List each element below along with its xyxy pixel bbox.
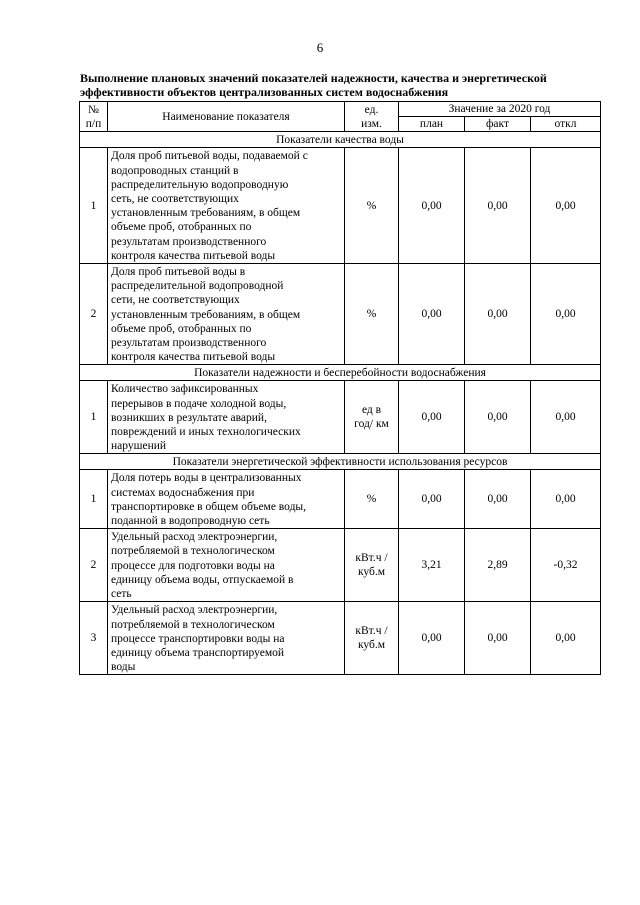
indicator-name-line: Доля проб питьевой воды, подаваемой с (111, 150, 308, 163)
indicator-name-line: Удельный расход электроэнергии, (111, 531, 278, 544)
deviation-value: -0,32 (531, 529, 601, 602)
indicator-name-line: установленным требованиям, в общем (111, 207, 301, 220)
table-row (80, 381, 601, 454)
indicator-name (108, 602, 345, 675)
plan-value: 0,00 (399, 381, 465, 454)
fact-value: 0,00 (465, 264, 531, 365)
indicator-name (108, 264, 345, 365)
indicator-name-line: воды (111, 661, 136, 674)
indicator-name-line: контроля качества питьевой воды (111, 351, 276, 364)
fact-value: 0,00 (465, 602, 531, 675)
indicators-table (79, 101, 601, 675)
table-row (80, 264, 601, 365)
indicator-name-line: перерывов в подаче холодной воды, (111, 397, 287, 410)
indicator-name-line: распределительной водопроводной (111, 280, 284, 293)
unit-line: куб.м (357, 566, 386, 579)
plan-value: 0,00 (399, 148, 465, 264)
indicator-name-line: сеть (111, 588, 132, 601)
indicator-name-line: Доля проб питьевой воды в (111, 266, 246, 279)
indicator-name-line: сеть, не соответствующих (111, 193, 239, 206)
row-number: 1 (80, 148, 108, 264)
indicator-name-line: потребляемой в технологическом (111, 545, 275, 558)
table-row (80, 148, 601, 264)
indicator-name (108, 381, 345, 454)
row-number: 2 (80, 529, 108, 602)
indicator-name-line: установленным требованиям, в общем (111, 308, 301, 321)
deviation-value: 0,00 (531, 264, 601, 365)
indicator-name-line: Удельный расход электроэнергии, (111, 604, 278, 617)
header-name: Наименование показателя (108, 102, 345, 132)
header-num-line2: п/п (85, 117, 102, 130)
header-num (80, 102, 108, 132)
deviation-value: 0,00 (531, 470, 601, 529)
unit-cell (345, 470, 399, 529)
unit-cell (345, 148, 399, 264)
indicator-name-line: распределительную водопроводную (111, 178, 289, 191)
row-number: 1 (80, 470, 108, 529)
header-dev: откл (531, 117, 601, 132)
header-num-line1: № (88, 103, 99, 116)
indicator-name-line: повреждений и иных технологических (111, 426, 301, 439)
header-unit-line1: ед. (364, 103, 379, 116)
section-title: Показатели энергетической эффективности использования ресурсов (80, 454, 601, 470)
indicator-name-line: единицу объема воды, отпускаемой в (111, 573, 294, 586)
fact-value: 0,00 (465, 381, 531, 454)
deviation-value: 0,00 (531, 148, 601, 264)
indicator-name (108, 529, 345, 602)
unit-line: кВт.ч / (355, 552, 388, 565)
section-row (80, 454, 601, 470)
indicator-name-line: водопроводных станций в (111, 164, 239, 177)
unit-cell (345, 381, 399, 454)
table-body (80, 132, 601, 675)
unit-cell (345, 602, 399, 675)
section-title: Показатели надежности и бесперебойности водоснабжения (80, 365, 601, 381)
unit-line: куб.м (357, 639, 386, 652)
indicator-name-line: транспортировке в общем объеме воды, (111, 500, 307, 513)
document-title: Выполнение плановых значений показателей надежности, качества и энергетической эффективности объектов централизованных систем водоснабжения (80, 71, 547, 99)
indicator-name-line: единицу объема транспортируемой (111, 646, 285, 659)
unit-line: % (366, 493, 377, 506)
indicator-name-line: поданной в водопроводную сеть (111, 515, 270, 528)
indicator-name-line: системах водоснабжения при (111, 486, 255, 499)
row-number: 2 (80, 264, 108, 365)
row-number: 3 (80, 602, 108, 675)
fact-value: 0,00 (465, 470, 531, 529)
unit-line: % (366, 308, 377, 321)
indicator-name (108, 470, 345, 529)
header-unit-line2: изм. (361, 117, 382, 130)
deviation-value: 0,00 (531, 381, 601, 454)
indicator-name-line: процессе транспортировки воды на (111, 632, 285, 645)
table-row (80, 529, 601, 602)
header-fact: факт (465, 117, 531, 132)
indicator-name-line: объеме проб, отобранных по (111, 221, 252, 234)
unit-cell (345, 264, 399, 365)
header-plan: план (399, 117, 465, 132)
indicator-name-line: результатам производственного (111, 337, 267, 350)
indicator-name (108, 148, 345, 264)
indicator-name-line: нарушений (111, 440, 167, 453)
unit-cell (345, 529, 399, 602)
fact-value: 0,00 (465, 148, 531, 264)
row-number: 1 (80, 381, 108, 454)
indicator-name-line: возникших в результате аварий, (111, 411, 267, 424)
indicator-name-line: контроля качества питьевой воды (111, 249, 276, 262)
header-unit (345, 102, 399, 132)
plan-value: 0,00 (399, 264, 465, 365)
table-row (80, 470, 601, 529)
section-row (80, 132, 601, 148)
plan-value: 3,21 (399, 529, 465, 602)
section-title: Показатели качества воды (80, 132, 601, 148)
indicator-name-line: Доля потерь воды в централизованных (111, 472, 302, 485)
indicator-name-line: сети, не соответствующих (111, 294, 240, 307)
section-row (80, 365, 601, 381)
indicator-name-line: Количество зафиксированных (111, 383, 259, 396)
indicator-name-line: потребляемой в технологическом (111, 618, 275, 631)
plan-value: 0,00 (399, 470, 465, 529)
unit-line: % (366, 199, 377, 212)
indicator-name-line: процессе для подготовки воды на (111, 559, 275, 572)
header-value-group: Значение за 2020 год (399, 102, 601, 117)
unit-line: ед в (361, 404, 382, 417)
unit-line: кВт.ч / (355, 625, 388, 638)
deviation-value: 0,00 (531, 602, 601, 675)
page-number: 6 (316, 40, 324, 55)
table-row (80, 602, 601, 675)
fact-value: 2,89 (465, 529, 531, 602)
unit-line: год/ км (354, 418, 389, 431)
indicator-name-line: объеме проб, отобранных по (111, 322, 252, 335)
indicator-name-line: результатам производственного (111, 235, 267, 248)
plan-value: 0,00 (399, 602, 465, 675)
